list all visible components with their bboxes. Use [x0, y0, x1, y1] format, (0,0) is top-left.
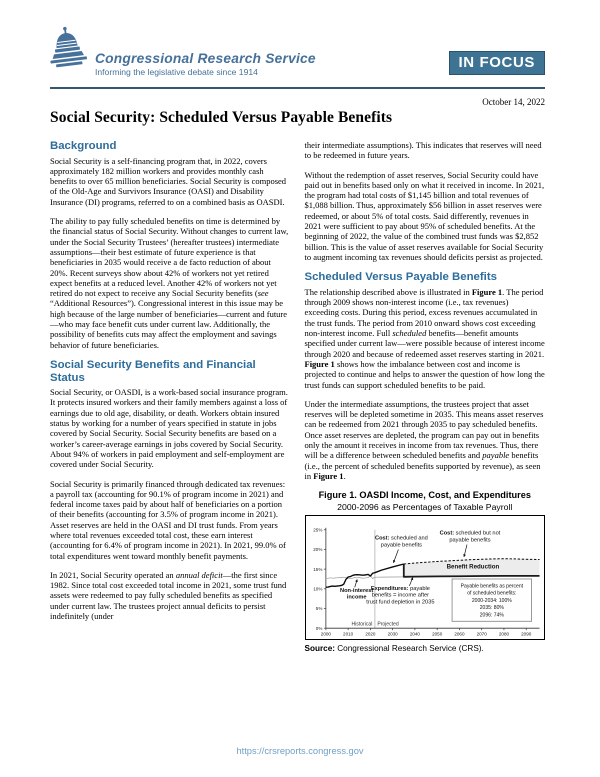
- svg-text:2010: 2010: [342, 631, 353, 637]
- annotation-benefit_reduction: Benefit Reduction: [446, 563, 499, 571]
- svg-text:2020: 2020: [364, 631, 375, 637]
- paragraph: The relationship described above is illustrated in Figure 1. The period through 2009 shows non-interest income (i.e., tax revenues) exceeding costs. During this period, excess revenues accumulated in the trust funds. The period from 2010 onward shows cost exceeding non-interest income. Full scheduled benefits—benefit amounts specified under current law—were possible because of interest income through 2020 and because of redeemed asset reserves starting in 2021. Figure 1 shows how the imbalance between cost and income is projected to continue and helps to answer the question of how long the trust funds can support scheduled benefits to be paid.: [304, 286, 545, 390]
- right-column: [305, 140, 546, 653]
- annotation-arrow-cost_payable: [393, 550, 398, 563]
- svg-text:25%: 25%: [312, 527, 322, 533]
- annotation-expenditures: benefits = income after: [371, 592, 429, 599]
- crs-reports-link[interactable]: https://crsreports.congress.gov: [236, 746, 364, 756]
- svg-text:2030: 2030: [387, 631, 398, 637]
- paragraph: Under the intermediate assumptions, the trustees project that asset reserves will be depleted sometime in 2035. This means asset reserves can be redeemed from 2021 through 2035 to pay scheduled benefits. Once asset reserves are depleted, the program can pay out in benefits only the amount it receives in income from tax revenues. Thus, there will be a difference between scheduled benefits and payable benefits (i.e., the percent of scheduled benefits supported by revenue), as seen in Figure 1.: [304, 398, 544, 481]
- left-column: [50, 140, 291, 653]
- svg-text:20%: 20%: [312, 547, 322, 553]
- header-rule: [50, 87, 545, 89]
- source-label: Source:: [304, 644, 335, 654]
- svg-text:0%: 0%: [315, 626, 322, 632]
- oasdi-chart-svg: [306, 516, 545, 639]
- figure-1: [305, 490, 546, 653]
- annotation-arrow-non_interest: [354, 580, 356, 588]
- svg-text:2090: 2090: [520, 631, 531, 637]
- paragraph: Social Security is a self-financing program that, in 2022, covers approximately 182 million workers and provides monthly cash benefits to over 65 million beneficiaries. Social Security is composed of the Old-Age and Survivors Insurance (OASI) and Disability Insurance (DI) programs, referred to on a combined basis as OASDI.: [50, 155, 287, 207]
- svg-text:2080: 2080: [498, 631, 509, 637]
- in-focus-badge: IN FOCUS: [449, 51, 545, 75]
- paragraph: Social Security is primarily financed through dedicated tax revenues: a payroll tax (accounting for 90.1% of program income in 2021) and federal income taxes paid by about half of beneficiaries on a portion of their benefits (accounting for 3.5% of program income in 2021). Asset reserves are held in the OASI and DI trust funds. From years where total revenues exceeded total cost, these earn interest (accounting for 6.4% of program income in 2021). In 2021, 99.0% of total expenditures went toward monthly benefit payments.: [50, 478, 286, 561]
- crs-logo: [46, 24, 316, 79]
- source-text: Congressional Research Service (CRS).: [334, 644, 484, 654]
- document-title: Social Security: Scheduled Versus Payable Benefits: [50, 109, 393, 126]
- svg-text:Payable benefits as percent: Payable benefits as percent: [460, 583, 523, 590]
- svg-text:2050: 2050: [431, 631, 442, 637]
- annotation-cost_not_payable: payable benefits: [448, 537, 491, 544]
- figure-1-chart: [305, 515, 546, 640]
- paragraph: In 2021, Social Security operated an annual deficit—the first since 1982. Since total cost exceeded total income in 2021, some trust fund assets were redeemed to pay fully scheduled benefits as specified under current law. The trustees project annual deficits to persist indefinitely (under: [50, 569, 287, 622]
- annotation-cost_payable: Cost: scheduled and: [374, 535, 428, 542]
- figure-title: Figure 1. OASDI Income, Cost, and Expenditures: [318, 490, 531, 501]
- annotation-cost_payable: payable benefits: [380, 542, 422, 549]
- svg-text:2060: 2060: [453, 631, 465, 637]
- section-heading: Background: [50, 140, 117, 152]
- svg-text:5%: 5%: [315, 606, 322, 612]
- two-column-body: [50, 140, 545, 653]
- svg-text:2040: 2040: [409, 631, 420, 637]
- figure-subtitle: 2000-2096 as Percentages of Taxable Payroll: [337, 502, 513, 513]
- crs-capitol-dome-icon: [46, 24, 90, 79]
- svg-text:2000-2034: 100%: 2000-2034: 100%: [471, 598, 512, 605]
- paragraph: their intermediate assumptions). This indicates that reserves will need to be redeemed in future years.: [304, 140, 542, 161]
- annotation-cost_not_payable: Cost: scheduled but not: [439, 530, 500, 537]
- svg-text:2070: 2070: [476, 631, 487, 637]
- paragraph: Without the redemption of asset reserves, Social Security could have paid out in benefits based only on what it received in income. In 2021, the program had total costs of $1,145 billion and total revenues of $1,088 billion. Thus, approximately $56 billion in asset reserves were redeemed, or about 5% of total costs. Said differently, revenues in 2021 were sufficient to pay about 95% of scheduled benefits. At the beginning of 2022, the value of the combined trust funds was $2,852 billion. This is the value of asset reserves available for Social Security to augment incoming tax revenues should deficits persist as projected.: [304, 169, 545, 262]
- svg-text:2000: 2000: [320, 631, 331, 637]
- section-heading: Scheduled Versus Payable Benefits: [304, 271, 497, 284]
- svg-text:of scheduled benefits:: of scheduled benefits:: [466, 590, 516, 597]
- annotation-arrow-cost_not_payable: [464, 545, 467, 557]
- svg-text:2035: 80%: 2035: 80%: [479, 605, 504, 612]
- annotation-expenditures: trust fund depletion in 2035: [365, 599, 435, 606]
- annotation-non_interest: income: [346, 594, 367, 601]
- figure-source: [305, 644, 546, 653]
- publication-date: October 14, 2022: [482, 97, 545, 107]
- svg-text:10%: 10%: [312, 586, 322, 592]
- svg-text:Projected: Projected: [376, 621, 399, 628]
- annotation-expenditures: Expenditures: payable: [370, 586, 430, 592]
- footer: [0, 746, 600, 756]
- section-heading: Social Security Benefits and Financial Status: [50, 358, 256, 384]
- svg-text:Historical: Historical: [351, 621, 372, 628]
- paragraph: The ability to pay fully scheduled benefits on time is determined by the financial status of Social Security. Without changes to current law, under the Social Security Trustees’ (hereafter trustees) intermediate assumptions—their best estimate of future experience is that beneficiaries in 2035 would receive a de facto reduction of about 20%. Recent surveys show about 42% of workers not yet retired expect benefits at a reduced level. Another 42% of workers not yet retired do not expect to receive any Social Security benefits (see “Additional Resources”). Congressional interest in this issue may be high because of the large number of beneficiaries—current and future—who may face benefit cuts under current law. Additionally, the possibility of benefits cuts may affect the employment and savings behavior of future beneficiaries.: [50, 216, 289, 350]
- org-name: Congressional Research Service: [95, 51, 316, 66]
- svg-text:15%: 15%: [312, 567, 322, 573]
- series-cost-scheduled-and-payable: [325, 564, 403, 587]
- paragraph: Social Security, or OASDI, is a work-based social insurance program. It protects insured workers and their family members against a loss of earnings due to old age, disability, or death. Workers obtain insured status by working for a number of years specified in statute in jobs covered by Social Security. Social Security benefits are based on a worker’s career-average earnings in jobs covered by Social Security. About 94% of workers in paid employment and self-employment are covered under Social Security.: [50, 387, 288, 470]
- org-tagline: Informing the legislative debate since 1914: [95, 67, 258, 77]
- crs-logo-text: [95, 51, 316, 79]
- annotation-arrow-expenditures: [409, 578, 412, 586]
- annotation-non_interest: Non-interest: [339, 587, 373, 594]
- svg-text:2096: 74%: 2096: 74%: [479, 612, 504, 619]
